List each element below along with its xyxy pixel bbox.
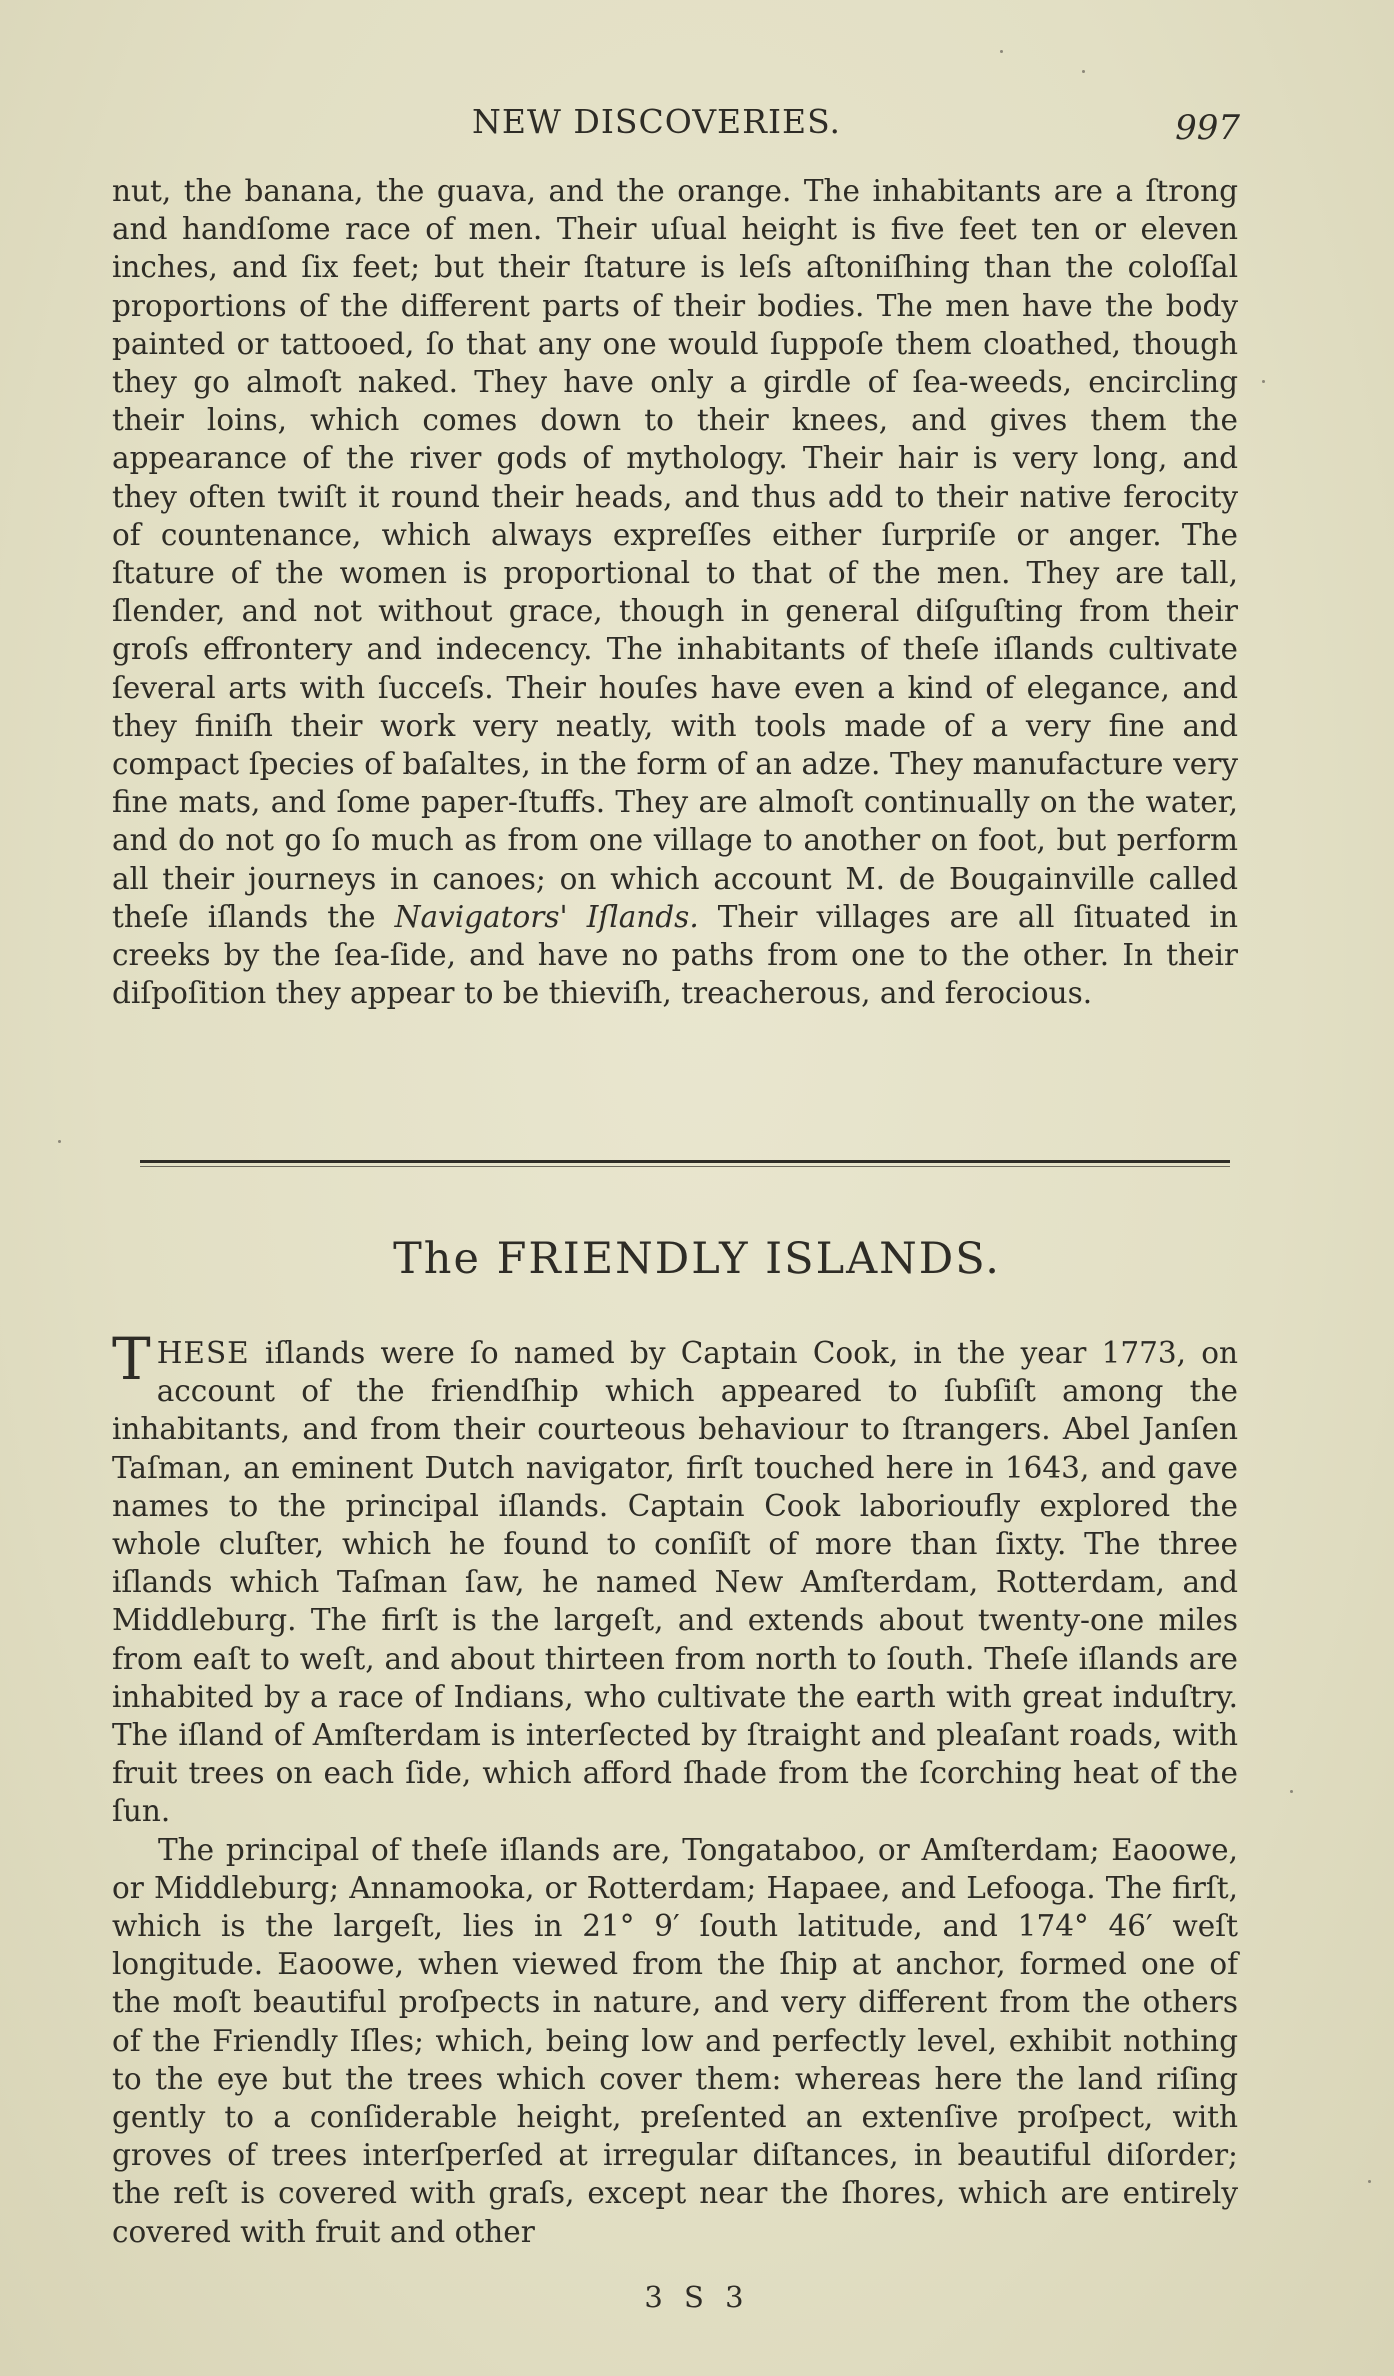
paragraph-text: nut, the banana, the guava, and the orange. The inhabitants are a ſtrong and handſome race of men. Their uſual height is five feet ten or eleven inches, and ſix feet; but their ſtature is leſs aſtoniſhing than the coloſſal proportions of the different parts of their bodies. The men have the body painted or tattooed, ſo that any one would ſuppoſe them cloathed, though they go almoſt naked. They have only a girdle of ſea-weeds, encircling their loins, which comes down to their knees, and gives them the appearance of the river gods of mythology. Their hair is very long, and they often twiſt it round their heads, and thus add to their native ferocity of countenance, which always expreſſes either ſurpriſe or anger. The ſtature of the women is proportional to that of the men. They are tall, ſlender, and not without grace, though in general diſguſting from their groſs effrontery and indecency. The inhabitants of theſe iſlands cultivate ſeveral arts with ſucceſs. Their houſes have even a kind of elegance, and they finiſh their work very neatly, with tools made of a very fine and compact ſpecies of baſaltes, in the form of an adze. They manufacture very fine mats, and ſome paper-ſtuffs. They are almoſt continually on the water, and do not go ſo much as from one village to another on foot, but perform all their journeys in canoes; on which account M. de Bougainville called theſe iſlands the [112,174,1238,934]
paragraph [112,172,1238,1012]
friendly-islands-section [112,1325,1239,2251]
paper-speck [1262,380,1265,383]
continued-text-section [112,172,1238,1012]
section-title: The FRIENDLY ISLANDS. [393,1234,1001,1284]
drop-cap: T [112,1325,151,1393]
paragraph-text: The principal of theſe iſlands are, Tongataboo, or Amſterdam; Eaoowe, or Middleburg; Annamooka, or Rotterdam; Hapaee, and Lefooga. The firſt, which is the largeſt, lies in 21° 9′ ſouth latitude, and 174° 46′ weſt longitude. Eaoowe, when viewed from the ſhip at anchor, formed one of the moſt beautiful proſpects in nature, and very different from the others of the Friendly Iſles; which, being low and perfectly level, exhibit nothing to the eye but the trees which cover them: whereas here the land riſing gently to a conſiderable height, preſented an extenſive proſpect, with groves of trees interſperſed at irregular diſtances, in beautiful diſorder; the reſt is covered with graſs, except near the ſhores, which are entirely covered with fruit and other [112,1832,1238,2249]
paper-speck [1082,70,1085,73]
paper-speck [58,1140,61,1143]
paragraph-text: iſlands were ſo named by Captain Cook, in the year 1773, on account of the friendſhip which appeared to ſubſiſt among the inhabitants, and from their courteous behaviour to ſtrangers. Abel Janſen Taſman, an eminent Dutch navigator, firſt touched here in 1643, and gave names to the principal iſlands. Captain Cook laborioufly explored the whole cluſter, which he found to conſiſt of more than ſixty. The three iſlands which Taſman ſaw, he named New Amſterdam, Rotterdam, and Middleburg. The firſt is the largeſt, and extends about twenty-one miles from eaſt to weſt, and about thirteen from north to ſouth. Theſe iſlands are inhabited by a race of Indians, who cultivate the earth with great induſtry. The iſland of Amſterdam is interſected by ſtraight and pleaſant roads, with fruit trees on each ſide, which afford ſhade from the ſcorching heat of the ſun. [112,1336,1239,1829]
paragraph-text-end: Their villages are all ſituated in creeks by the ſea-ſide, and have no paths from one to the other. In their diſpoſition they appear to be thieviſh, treacherous, and ferocious. [112,899,1238,1011]
page-number: 997 [1175,108,1240,148]
signature-mark: 3 S 3 [644,2280,750,2314]
running-title: NEW DISCOVERIES. [472,102,842,141]
paragraph [112,1325,1239,1831]
section-divider [140,1160,1230,1163]
paragraph [112,1831,1238,2251]
paper-speck [1368,2180,1371,2183]
lead-word: HESE [156,1336,250,1370]
paper-speck [1290,1790,1293,1793]
running-head [110,102,1240,152]
italic-phrase: Navigators' Iſlands. [394,899,699,934]
paper-speck [1000,50,1003,53]
section-divider-thin [140,1166,1230,1167]
